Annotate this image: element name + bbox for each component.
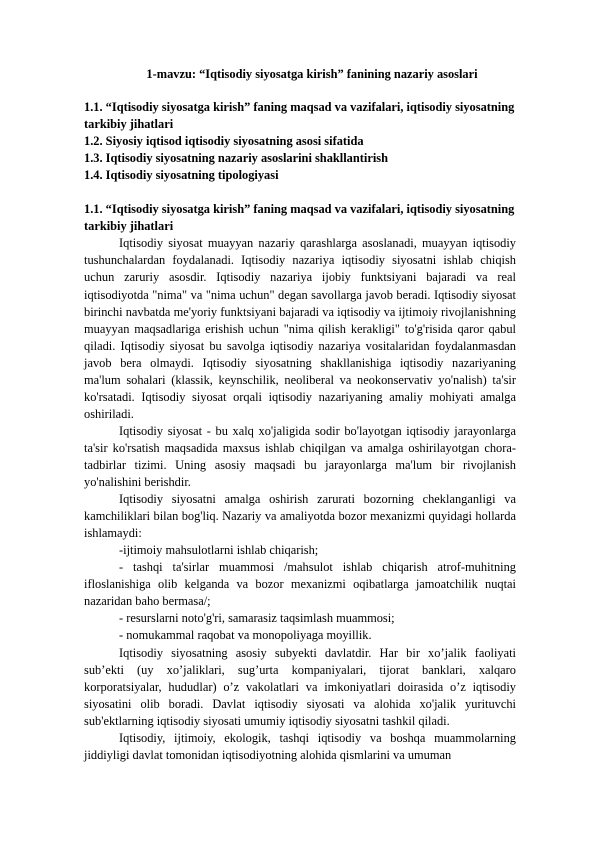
paragraph: Iqtisodiy siyosat - bu xalq xo'jaligida sodir bo'layotgan iqtisodiy jarayonlarga ta'sir ko'rsatish maqsadida maxsus ishlab chiqilgan va amalga oshirilayotgan chora-tadbirlar tizimi. Uning asosiy maqsadi bu jarayonlarga ma'lum bir rivojlanish yo'nalishini berishdir. — [84, 423, 516, 490]
list-item: - resurslarni noto'g'ri, samarasiz taqsimlash muammosi; — [119, 611, 395, 626]
toc-item-1-2: 1.2. Siyosiy iqtisod iqtisodiy siyosatning asosi sifatida — [84, 134, 364, 149]
toc-item-1-3: 1.3. Iqtisodiy siyosatning nazariy asoslarini shakllantirish — [84, 151, 388, 166]
paragraph: Iqtisodiy siyosatni amalga oshirish zarurati bozorning cheklanganligi va kamchiliklari bilan bog'liq. Nazariy va amaliyotda bozor mexanizmi quyidagi hollarda ishlamaydi: — [84, 492, 516, 541]
paragraph: Iqtisodiy siyosat muayyan nazariy qarashlarga asoslanadi, muayyan iqtisodiy tushunchalardan foydalanadi. Iqtisodiy nazariya iqtisodiy siyosatni ishlab chiqish uchun zaruriy asosdir. Iqtisodiy nazariya ijobiy funktsiyani bajaradi va real iqtisodiyotda "nima" va "nima uchun" degan savollarga javob beradi. Iqtisodiy siyosat birinchi navbatda me'yoriy funktsiyani bajaradi va iqtisodiy va ijtimoiy rivojlanishning muayyan maqsadlariga erishish uchun "nima qilish kerakligi" to'g'risida qaror qabul qiladi. Iqtisodiy siyosat bu savolga iqtisodiy nazariya vositalaridan foydalanmasdan javob bera olmaydi. Iqtisodiy siyosatning shakllanishiga iqtisodiy nazariyaning ma'lum sohalari (klassik, keynschilik, neoliberal va neokonservativ yo'nalish) ta'sir ko'rsatadi. Iqtisodiy siyosat orqali iqtisodiy nazariyaning amaliy mohiyati amalga oshiriladi. — [84, 236, 516, 421]
paragraph: Iqtisodiy, ijtimoiy, ekologik, tashqi iqtisodiy va boshqa muammolarning jiddiyligi davlat tomonidan iqtisodiyotning alohida qismlarini va umuman — [84, 730, 516, 762]
toc-item-1-4: 1.4. Iqtisodiy siyosatning tipologiyasi — [84, 168, 279, 183]
list-item: - tashqi ta'sirlar muammosi /mahsulot ishlab chiqarish atrof-muhitning ifloslanishiga olib kelganda va bozor mexanizmi oqibatlarga jamoatchilik nuqtai nazaridan baho bermasa/; — [84, 560, 516, 609]
paragraph: Iqtisodiy siyosatning asosiy subyekti davlatdir. Har bir xo’jalik faoliyati sub’ekti (uy xo’jaliklari, sug’urta kompaniyalari, tijorat banklari, xalqaro korporatsiyalar, hududlar) o’z vakolatlari va imkoniyatlari doirasida o’z iqtisodiy siyosatini olib boradi. Davlat iqtisodiy siyosati va alohida xo'jalik yurituvchi sub'ektlarning iqtisodiy siyosati umumiy iqtisodiy siyosatni tashkil qiladi. — [84, 645, 516, 728]
toc-item-1-1: 1.1. “Iqtisodiy siyosatga kirish” faning maqsad va vazifalari, iqtisodiy siyosatning tarkibiy jihatlari — [84, 100, 515, 132]
section-title: 1.1. “Iqtisodiy siyosatga kirish” faning maqsad va vazifalari, iqtisodiy siyosatning tarkibiy jihatlari — [84, 202, 515, 234]
document-page — [84, 66, 516, 764]
table-of-contents — [84, 99, 516, 184]
document-title: 1-mavzu: “Iqtisodiy siyosatga kirish” fanining nazariy asoslari — [146, 67, 478, 81]
list-item: -ijtimoiy mahsulotlarni ishlab chiqarish; — [119, 543, 319, 558]
list-item: - nomukammal raqobat va monopoliyaga moyillik. — [119, 628, 372, 643]
section-1-1 — [84, 201, 516, 764]
